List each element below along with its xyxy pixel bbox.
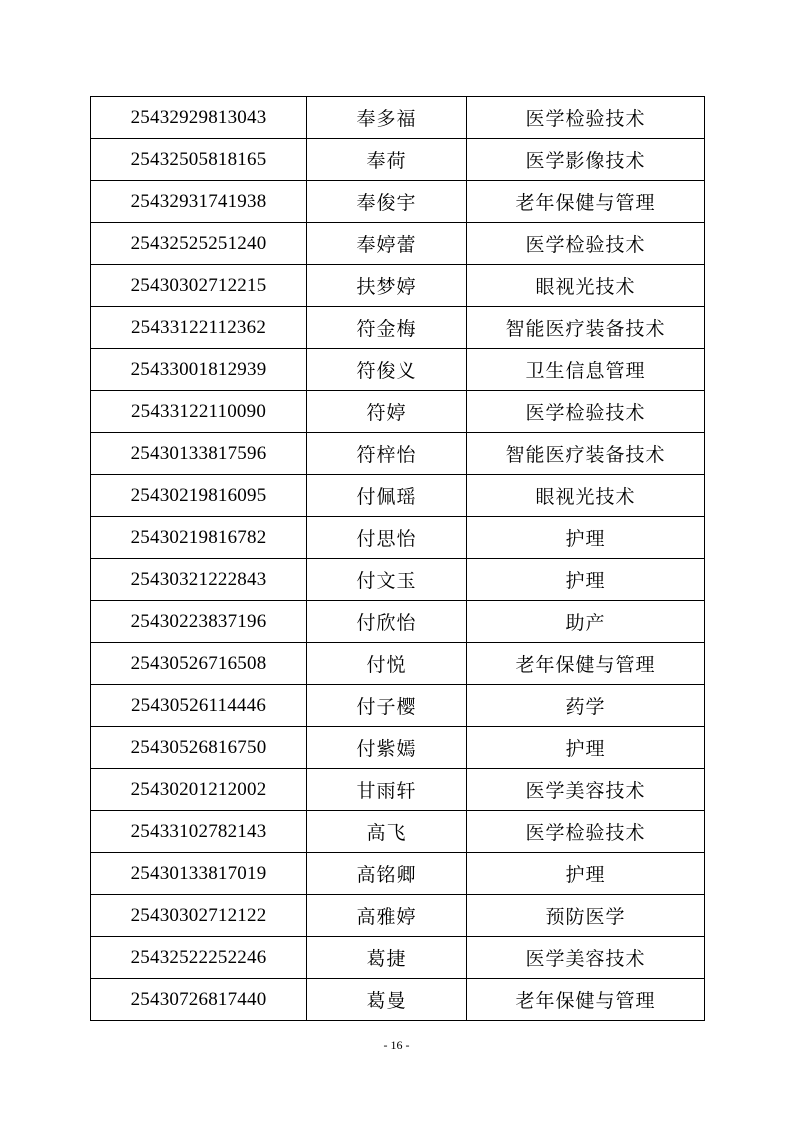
student-name-cell: 高铭卿 [307,853,467,895]
student-name-cell: 高雅婷 [307,895,467,937]
student-id-cell: 25430321222843 [91,559,307,601]
major-cell: 预防医学 [467,895,705,937]
major-cell: 护理 [467,517,705,559]
major-cell: 医学美容技术 [467,769,705,811]
table-row [91,601,705,643]
major-cell: 智能医疗装备技术 [467,307,705,349]
table-row [91,853,705,895]
major-cell: 医学检验技术 [467,223,705,265]
student-name-cell: 付悦 [307,643,467,685]
student-id-cell: 25430223837196 [91,601,307,643]
major-cell: 医学检验技术 [467,811,705,853]
roster-table-body [91,97,705,1021]
table-row [91,769,705,811]
major-cell: 眼视光技术 [467,475,705,517]
student-id-cell: 25430219816782 [91,517,307,559]
table-row [91,349,705,391]
major-cell: 老年保健与管理 [467,181,705,223]
student-id-cell: 25430302712122 [91,895,307,937]
major-cell: 智能医疗装备技术 [467,433,705,475]
page-number: - 16 - [383,1038,410,1052]
table-row [91,643,705,685]
student-name-cell: 付欣怡 [307,601,467,643]
student-id-cell: 25430133817019 [91,853,307,895]
student-id-cell: 25433122112362 [91,307,307,349]
major-cell: 医学检验技术 [467,97,705,139]
student-name-cell: 付思怡 [307,517,467,559]
student-id-cell: 25430219816095 [91,475,307,517]
table-row [91,181,705,223]
student-name-cell: 奉多福 [307,97,467,139]
table-row [91,433,705,475]
student-id-cell: 25433102782143 [91,811,307,853]
major-cell: 护理 [467,853,705,895]
major-cell: 老年保健与管理 [467,979,705,1021]
table-row [91,391,705,433]
student-id-cell: 25432931741938 [91,181,307,223]
table-row [91,307,705,349]
student-name-cell: 符金梅 [307,307,467,349]
table-row [91,979,705,1021]
student-id-cell: 25432505818165 [91,139,307,181]
student-id-cell: 25433122110090 [91,391,307,433]
major-cell: 医学影像技术 [467,139,705,181]
student-id-cell: 25430526816750 [91,727,307,769]
student-id-cell: 25430201212002 [91,769,307,811]
student-id-cell: 25430726817440 [91,979,307,1021]
table-row [91,727,705,769]
major-cell: 卫生信息管理 [467,349,705,391]
student-name-cell: 付子樱 [307,685,467,727]
table-row [91,265,705,307]
major-cell: 药学 [467,685,705,727]
student-id-cell: 25432525251240 [91,223,307,265]
student-name-cell: 扶梦婷 [307,265,467,307]
table-row [91,685,705,727]
student-id-cell: 25430526114446 [91,685,307,727]
student-name-cell: 高飞 [307,811,467,853]
student-name-cell: 奉俊宇 [307,181,467,223]
table-row [91,895,705,937]
student-name-cell: 符婷 [307,391,467,433]
student-name-cell: 付佩瑶 [307,475,467,517]
student-id-cell: 25432522252246 [91,937,307,979]
table-row [91,97,705,139]
student-id-cell: 25430133817596 [91,433,307,475]
student-id-cell: 25430302712215 [91,265,307,307]
table-row [91,937,705,979]
student-name-cell: 葛捷 [307,937,467,979]
table-row [91,559,705,601]
student-id-cell: 25430526716508 [91,643,307,685]
major-cell: 护理 [467,559,705,601]
student-name-cell: 奉荷 [307,139,467,181]
table-row [91,223,705,265]
table-row [91,139,705,181]
major-cell: 助产 [467,601,705,643]
student-name-cell: 奉婷蕾 [307,223,467,265]
student-name-cell: 付文玉 [307,559,467,601]
student-roster-table [90,96,705,1021]
major-cell: 医学美容技术 [467,937,705,979]
table-row [91,475,705,517]
student-name-cell: 甘雨轩 [307,769,467,811]
student-name-cell: 符俊义 [307,349,467,391]
major-cell: 医学检验技术 [467,391,705,433]
major-cell: 老年保健与管理 [467,643,705,685]
table-row [91,811,705,853]
student-name-cell: 符梓怡 [307,433,467,475]
student-id-cell: 25432929813043 [91,97,307,139]
student-name-cell: 付紫嫣 [307,727,467,769]
student-name-cell: 葛曼 [307,979,467,1021]
table-row [91,517,705,559]
major-cell: 护理 [467,727,705,769]
major-cell: 眼视光技术 [467,265,705,307]
student-id-cell: 25433001812939 [91,349,307,391]
